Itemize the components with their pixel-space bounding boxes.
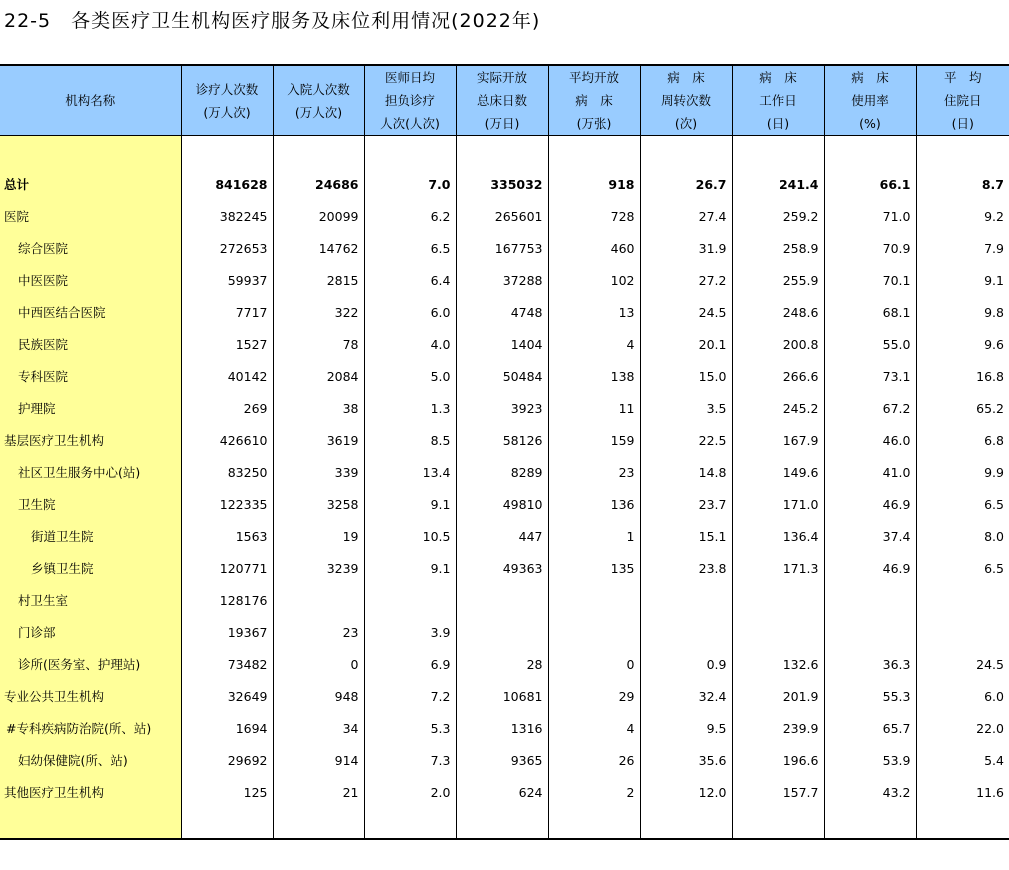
- row-name-cell: 民族医院: [0, 328, 181, 360]
- statistics-table-container: [0, 64, 1009, 837]
- value-cell: 918: [548, 168, 640, 200]
- statistics-table: [0, 64, 1009, 840]
- value-cell: [732, 584, 824, 616]
- row-name-cell: 基层医疗卫生机构: [0, 424, 181, 456]
- value-cell: 58126: [456, 424, 548, 456]
- column-header-line: (日): [766, 116, 790, 131]
- value-cell: 9.9: [984, 464, 1004, 480]
- table-body: [0, 136, 1009, 840]
- table-row: [0, 328, 1009, 360]
- value-cell: 9.2: [984, 208, 1004, 224]
- value-cell: 40142: [181, 360, 273, 392]
- value-cell: 28: [456, 648, 548, 680]
- value-cell: 3.9: [364, 616, 456, 648]
- value-cell: 3619: [273, 424, 364, 456]
- value-cell: 4: [548, 328, 640, 360]
- value-cell: 914: [273, 744, 364, 776]
- value-cell: 125: [181, 776, 273, 808]
- value-cell: 6.5: [984, 496, 1004, 512]
- value-cell: 0.9: [640, 648, 732, 680]
- table-row: [0, 264, 1009, 296]
- table-row: [0, 584, 1009, 616]
- value-cell: 159: [548, 424, 640, 456]
- value-cell: 1694: [181, 712, 273, 744]
- value-cell: 3258: [273, 488, 364, 520]
- row-name-cell: [0, 808, 181, 839]
- value-cell: 23.7: [640, 488, 732, 520]
- value-cell: [640, 136, 732, 169]
- value-cell: 49810: [456, 488, 548, 520]
- value-cell: 9.8: [984, 304, 1004, 320]
- column-header-line: 实际开放: [476, 70, 527, 85]
- value-cell: 67.2: [824, 392, 916, 424]
- value-cell: 43.2: [824, 776, 916, 808]
- value-cell: 426610: [181, 424, 273, 456]
- value-cell: 8.7: [981, 176, 1004, 192]
- value-cell: 46.9: [824, 488, 916, 520]
- value-cell: 70.1: [824, 264, 916, 296]
- value-cell: 6.9: [364, 648, 456, 680]
- column-header-2: [273, 65, 364, 136]
- value-cell: 24.5: [640, 296, 732, 328]
- value-cell: 201.9: [732, 680, 824, 712]
- value-cell: 55.0: [824, 328, 916, 360]
- value-cell: 7.9: [984, 240, 1004, 256]
- value-cell: 27.2: [640, 264, 732, 296]
- row-name-cell: 专业公共卫生机构: [0, 680, 181, 712]
- value-cell: 46.0: [824, 424, 916, 456]
- value-cell: 59937: [181, 264, 273, 296]
- value-cell: [273, 808, 364, 839]
- table-spacer-row: [0, 136, 1009, 169]
- value-cell: 9365: [456, 744, 548, 776]
- value-cell: 241.4: [732, 168, 824, 200]
- column-header-line: (%): [859, 116, 881, 131]
- column-header-line: 医师日均: [384, 70, 435, 85]
- value-cell: 20099: [273, 200, 364, 232]
- value-cell: 65.2: [976, 400, 1004, 416]
- column-header-line: 总床日数: [476, 93, 527, 108]
- value-cell: 138: [548, 360, 640, 392]
- value-cell: 248.6: [732, 296, 824, 328]
- value-cell: 157.7: [732, 776, 824, 808]
- column-header-line: 机构名称: [65, 93, 116, 108]
- value-cell: [916, 808, 1009, 839]
- value-cell: 11.6: [976, 784, 1004, 800]
- table-row: [0, 488, 1009, 520]
- value-cell: 6.4: [364, 264, 456, 296]
- value-cell: 135: [548, 552, 640, 584]
- value-cell: [548, 136, 640, 169]
- value-cell: 245.2: [732, 392, 824, 424]
- value-cell: 50484: [456, 360, 548, 392]
- value-cell: 15.1: [640, 520, 732, 552]
- column-header-line: 人次(人次): [380, 116, 440, 131]
- column-header-line: 周转次数: [660, 93, 711, 108]
- value-cell: 38: [273, 392, 364, 424]
- value-cell: 120771: [181, 552, 273, 584]
- value-cell: 10681: [456, 680, 548, 712]
- table-row: [0, 200, 1009, 232]
- column-header-line: 工作日: [759, 93, 797, 108]
- value-cell: 266.6: [732, 360, 824, 392]
- value-cell: 196.6: [732, 744, 824, 776]
- value-cell: 22.5: [640, 424, 732, 456]
- table-row: [0, 232, 1009, 264]
- value-cell: [824, 616, 916, 648]
- value-cell: 171.0: [732, 488, 824, 520]
- column-header-1: [181, 65, 273, 136]
- row-name-cell: [0, 136, 181, 169]
- row-name-cell: 其他医疗卫生机构: [0, 776, 181, 808]
- column-header-line: 病 床: [667, 70, 705, 85]
- column-header-line: (万人次): [294, 104, 343, 120]
- value-cell: 9.1: [984, 272, 1004, 288]
- value-cell: [364, 584, 456, 616]
- column-header-line: 平均开放: [568, 70, 619, 85]
- value-cell: 167.9: [732, 424, 824, 456]
- value-cell: 1: [548, 520, 640, 552]
- value-cell: 34: [273, 712, 364, 744]
- value-cell: 9.6: [984, 336, 1004, 352]
- value-cell: 37.4: [824, 520, 916, 552]
- table-row: [0, 296, 1009, 328]
- value-cell: 2084: [273, 360, 364, 392]
- value-cell: 15.0: [640, 360, 732, 392]
- column-header-line: 病 床: [759, 70, 797, 85]
- row-name-cell: 综合医院: [0, 232, 181, 264]
- value-cell: 4.0: [364, 328, 456, 360]
- value-cell: [456, 808, 548, 839]
- column-header-line: 住院日: [943, 93, 982, 108]
- value-cell: 6.0: [984, 688, 1004, 704]
- value-cell: 3923: [456, 392, 548, 424]
- value-cell: 46.9: [824, 552, 916, 584]
- table-row: [0, 392, 1009, 424]
- value-cell: 948: [273, 680, 364, 712]
- column-header-line: (日): [951, 116, 974, 131]
- value-cell: 382245: [181, 200, 273, 232]
- column-header-line: 诊疗人次数: [195, 81, 259, 97]
- column-header-line: (万人次): [203, 104, 251, 120]
- table-row: [0, 424, 1009, 456]
- value-cell: 29692: [181, 744, 273, 776]
- row-name-cell: 村卫生室: [0, 584, 181, 616]
- value-cell: 66.1: [824, 168, 916, 200]
- value-cell: 2: [548, 776, 640, 808]
- value-cell: 9.5: [640, 712, 732, 744]
- value-cell: [732, 616, 824, 648]
- value-cell: [364, 136, 456, 169]
- value-cell: 167753: [456, 232, 548, 264]
- value-cell: [181, 136, 273, 169]
- value-cell: 73482: [181, 648, 273, 680]
- value-cell: 0: [548, 648, 640, 680]
- value-cell: 32.4: [640, 680, 732, 712]
- value-cell: 3.5: [640, 392, 732, 424]
- row-name-cell: 中西医结合医院: [0, 296, 181, 328]
- value-cell: 136: [548, 488, 640, 520]
- value-cell: [548, 616, 640, 648]
- value-cell: 259.2: [732, 200, 824, 232]
- value-cell: 6.5: [364, 232, 456, 264]
- table-row: [0, 360, 1009, 392]
- value-cell: 1316: [456, 712, 548, 744]
- value-cell: [273, 136, 364, 169]
- row-name-cell: 妇幼保健院(所、站): [0, 744, 181, 776]
- value-cell: 0: [273, 648, 364, 680]
- value-cell: 447: [456, 520, 548, 552]
- value-cell: 14.8: [640, 456, 732, 488]
- value-cell: 6.2: [364, 200, 456, 232]
- column-header-8: [824, 65, 916, 136]
- value-cell: [824, 808, 916, 839]
- value-cell: 71.0: [824, 200, 916, 232]
- row-name-cell: 护理院: [0, 392, 181, 424]
- value-cell: 19367: [181, 616, 273, 648]
- value-cell: 49363: [456, 552, 548, 584]
- table-row: [0, 552, 1009, 584]
- value-cell: [456, 136, 548, 169]
- value-cell: 13: [548, 296, 640, 328]
- value-cell: 26: [548, 744, 640, 776]
- value-cell: [916, 584, 1009, 616]
- table-row: [0, 648, 1009, 680]
- value-cell: 1404: [456, 328, 548, 360]
- value-cell: [548, 808, 640, 839]
- table-bottom-padding-row: [0, 808, 1009, 839]
- value-cell: 7.0: [364, 168, 456, 200]
- value-cell: 4748: [456, 296, 548, 328]
- value-cell: 12.0: [640, 776, 732, 808]
- value-cell: 122335: [181, 488, 273, 520]
- value-cell: 8289: [456, 456, 548, 488]
- value-cell: [456, 584, 548, 616]
- table-row: [0, 744, 1009, 776]
- value-cell: 339: [273, 456, 364, 488]
- value-cell: 8.5: [364, 424, 456, 456]
- value-cell: 200.8: [732, 328, 824, 360]
- value-cell: 73.1: [824, 360, 916, 392]
- value-cell: 272653: [181, 232, 273, 264]
- value-cell: 29: [548, 680, 640, 712]
- column-header-institution-name: [0, 65, 181, 136]
- column-header-4: [456, 65, 548, 136]
- column-header-line: 平 均: [943, 70, 982, 85]
- value-cell: 19: [273, 520, 364, 552]
- column-header-line: (万日): [484, 116, 520, 131]
- value-cell: 65.7: [824, 712, 916, 744]
- row-name-cell: 专科医院: [0, 360, 181, 392]
- value-cell: 6.5: [984, 560, 1004, 576]
- row-name-cell: 街道卫生院: [0, 520, 181, 552]
- value-cell: 55.3: [824, 680, 916, 712]
- row-name-cell: 诊所(医务室、护理站): [0, 648, 181, 680]
- value-cell: [824, 136, 916, 169]
- value-cell: 41.0: [824, 456, 916, 488]
- value-cell: 10.5: [364, 520, 456, 552]
- value-cell: 239.9: [732, 712, 824, 744]
- value-cell: 24.5: [976, 656, 1004, 672]
- column-header-line: (次): [674, 116, 698, 131]
- value-cell: [824, 584, 916, 616]
- value-cell: [364, 808, 456, 839]
- value-cell: 5.4: [984, 752, 1004, 768]
- value-cell: 728: [548, 200, 640, 232]
- value-cell: 9.1: [364, 488, 456, 520]
- column-header-6: [640, 65, 732, 136]
- row-name-cell: 卫生院: [0, 488, 181, 520]
- value-cell: 7.3: [364, 744, 456, 776]
- table-row: [0, 616, 1009, 648]
- value-cell: [181, 808, 273, 839]
- value-cell: 13.4: [364, 456, 456, 488]
- value-cell: 258.9: [732, 232, 824, 264]
- value-cell: [916, 616, 1009, 648]
- value-cell: [456, 616, 548, 648]
- value-cell: [640, 808, 732, 839]
- column-header-9: [916, 65, 1009, 136]
- column-header-line: 病 床: [851, 70, 889, 85]
- column-header-5: [548, 65, 640, 136]
- value-cell: [640, 616, 732, 648]
- value-cell: 26.7: [640, 168, 732, 200]
- value-cell: [640, 584, 732, 616]
- value-cell: 171.3: [732, 552, 824, 584]
- table-header-row: [0, 65, 1009, 136]
- value-cell: 1563: [181, 520, 273, 552]
- value-cell: 68.1: [824, 296, 916, 328]
- value-cell: 23: [548, 456, 640, 488]
- value-cell: 132.6: [732, 648, 824, 680]
- value-cell: 23.8: [640, 552, 732, 584]
- value-cell: 322: [273, 296, 364, 328]
- value-cell: 2.0: [364, 776, 456, 808]
- value-cell: 14762: [273, 232, 364, 264]
- value-cell: 32649: [181, 680, 273, 712]
- value-cell: [273, 584, 364, 616]
- value-cell: [732, 808, 824, 839]
- row-name-cell: 总计: [0, 168, 181, 200]
- value-cell: 6.8: [984, 432, 1004, 448]
- value-cell: [548, 584, 640, 616]
- column-header-line: 使用率: [851, 93, 889, 108]
- value-cell: 23: [273, 616, 364, 648]
- row-name-cell: 医院: [0, 200, 181, 232]
- value-cell: 7717: [181, 296, 273, 328]
- value-cell: 83250: [181, 456, 273, 488]
- value-cell: 70.9: [824, 232, 916, 264]
- value-cell: 1527: [181, 328, 273, 360]
- value-cell: 11: [548, 392, 640, 424]
- value-cell: 20.1: [640, 328, 732, 360]
- table-row: [0, 680, 1009, 712]
- value-cell: 5.0: [364, 360, 456, 392]
- table-row: [0, 456, 1009, 488]
- value-cell: 7.2: [364, 680, 456, 712]
- column-header-line: 入院人次数: [287, 81, 350, 97]
- table-row: [0, 712, 1009, 744]
- row-name-cell: 乡镇卫生院: [0, 552, 181, 584]
- page-title: 22-5 各类医疗卫生机构医疗服务及床位利用情况(2022年): [4, 10, 541, 32]
- row-name-cell: 社区卫生服务中心(站): [0, 456, 181, 488]
- value-cell: [732, 136, 824, 169]
- value-cell: 27.4: [640, 200, 732, 232]
- value-cell: 460: [548, 232, 640, 264]
- value-cell: 4: [548, 712, 640, 744]
- column-header-line: 病 床: [575, 93, 613, 108]
- value-cell: 265601: [456, 200, 548, 232]
- value-cell: 21: [273, 776, 364, 808]
- value-cell: 149.6: [732, 456, 824, 488]
- row-name-cell: #专科疾病防治院(所、站): [0, 712, 181, 744]
- row-name-cell: 中医医院: [0, 264, 181, 296]
- table-row: [0, 168, 1009, 200]
- value-cell: 624: [456, 776, 548, 808]
- value-cell: 9.1: [364, 552, 456, 584]
- column-header-line: 担负诊疗: [384, 93, 435, 108]
- value-cell: 5.3: [364, 712, 456, 744]
- table-row: [0, 776, 1009, 808]
- value-cell: 24686: [273, 168, 364, 200]
- value-cell: 35.6: [640, 744, 732, 776]
- value-cell: 22.0: [976, 720, 1004, 736]
- value-cell: 128176: [181, 584, 273, 616]
- value-cell: [916, 136, 1009, 169]
- table-row: [0, 520, 1009, 552]
- value-cell: 53.9: [824, 744, 916, 776]
- value-cell: 3239: [273, 552, 364, 584]
- column-header-7: [732, 65, 824, 136]
- value-cell: 78: [273, 328, 364, 360]
- value-cell: 335032: [456, 168, 548, 200]
- value-cell: 36.3: [824, 648, 916, 680]
- value-cell: 8.0: [984, 528, 1004, 544]
- row-name-cell: 门诊部: [0, 616, 181, 648]
- value-cell: 1.3: [364, 392, 456, 424]
- value-cell: 136.4: [732, 520, 824, 552]
- value-cell: 16.8: [976, 368, 1004, 384]
- column-header-3: [364, 65, 456, 136]
- value-cell: 255.9: [732, 264, 824, 296]
- column-header-line: (万张): [576, 116, 612, 131]
- value-cell: 2815: [273, 264, 364, 296]
- value-cell: 269: [181, 392, 273, 424]
- value-cell: 102: [548, 264, 640, 296]
- value-cell: 841628: [181, 168, 273, 200]
- value-cell: 31.9: [640, 232, 732, 264]
- value-cell: 37288: [456, 264, 548, 296]
- value-cell: 6.0: [364, 296, 456, 328]
